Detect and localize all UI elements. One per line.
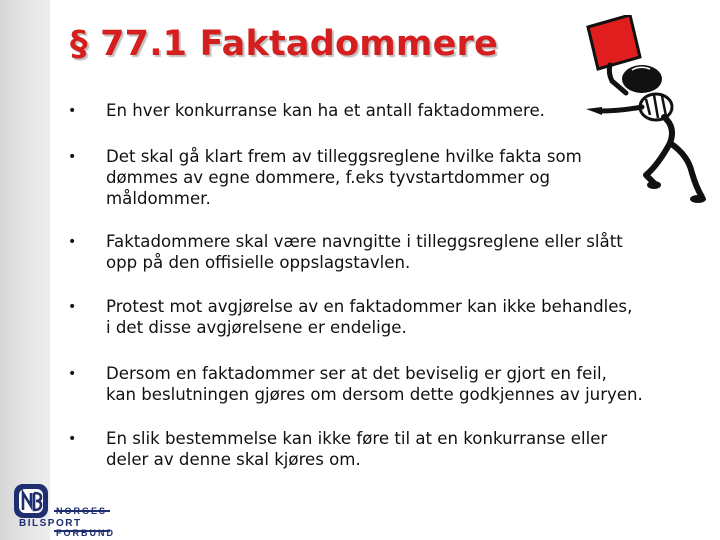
bullet-item <box>66 146 582 209</box>
bullet-item <box>66 428 607 470</box>
logo-forbund-text: FORBUND <box>56 528 115 538</box>
bullet-text: Dersom en faktadommer ser at det beviselig er gjort en feil, kan beslutningen gjøres om dersom dette godkjennes av juryen. <box>106 364 643 404</box>
bullet-dot: • <box>68 103 77 119</box>
logo-bilsport-text: BILSPORT <box>19 518 82 529</box>
bullet-dot: • <box>68 299 77 315</box>
referee-red-card-icon <box>580 15 710 205</box>
bullet-text: Protest mot avgjørelse av en faktadommer kan ikke behandles, i det disse avgjørelsene er endelige. <box>106 297 633 337</box>
bullet-item <box>66 100 545 122</box>
bullet-item <box>66 231 623 273</box>
bullet-text: Det skal gå klart frem av tilleggsreglene hvilke fakta som dømmes av egne dommere, f.eks tyvstartdommer og måldommer. <box>106 147 582 208</box>
bullet-dot: • <box>68 149 77 165</box>
bullet-text: Faktadommere skal være navngitte i tilleggsreglene eller slått opp på den offisielle oppslagstavlen. <box>106 232 623 272</box>
bullet-dot: • <box>68 366 77 382</box>
bullet-text: En hver konkurranse kan ha et antall faktadommere. <box>106 101 545 120</box>
bullet-dot: • <box>68 234 77 250</box>
logo-norges-text: NORGES <box>56 506 108 516</box>
slide-title: § 77.1 Faktadommere <box>70 24 498 64</box>
bullet-item <box>66 363 643 405</box>
bullet-item <box>66 296 632 338</box>
left-gradient-bar <box>0 0 50 540</box>
bullet-text: En slik bestemmelse kan ikke føre til at en konkurranse eller deler av denne skal kjøres om. <box>106 429 608 469</box>
bullet-dot: • <box>68 431 77 447</box>
